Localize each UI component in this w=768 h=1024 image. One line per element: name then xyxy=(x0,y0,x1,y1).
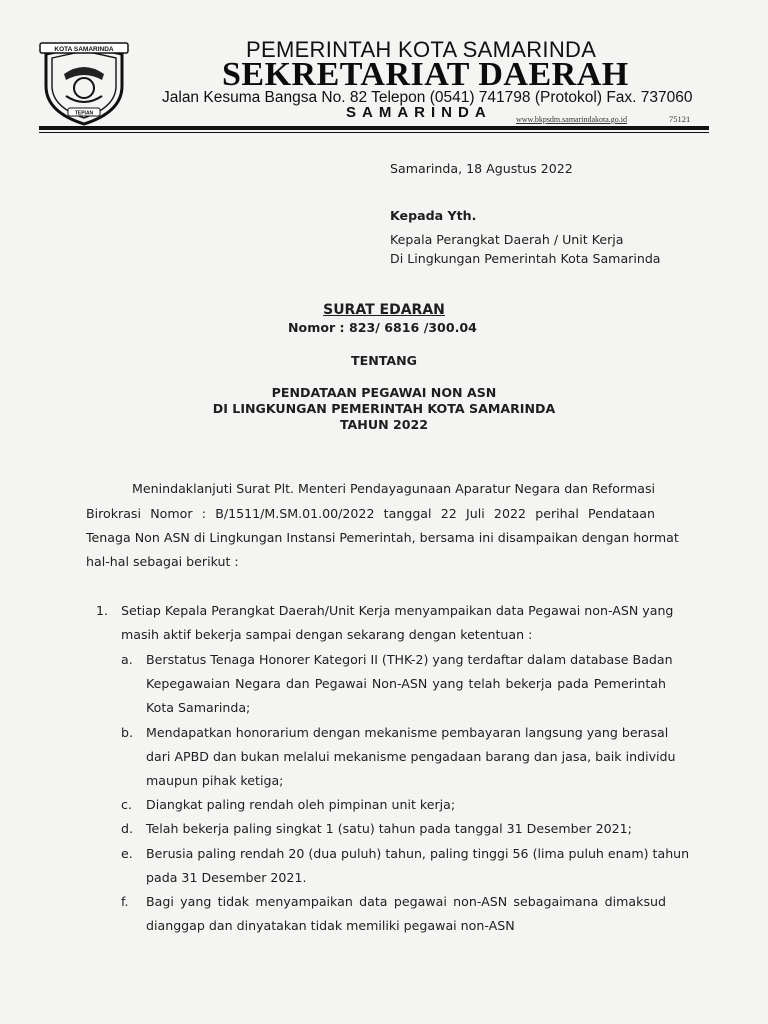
letterhead-address: Jalan Kesuma Bangsa No. 82 Telepon (0541) 741798 (Protokol) Fax. 737060 xyxy=(162,89,693,106)
letterhead-website: www.bkpsdm.samarindakota.go.id xyxy=(516,115,628,124)
letterhead-secretariat: SEKRETARIAT DAERAH xyxy=(222,56,629,93)
letterhead-government: PEMERINTAH KOTA SAMARINDA xyxy=(246,37,597,62)
subitem-c-line: Diangkat paling rendah oleh pimpinan unit kerja; xyxy=(146,797,456,812)
letterhead-city: SAMARINDA xyxy=(346,104,492,121)
subitem-marker-b: b. xyxy=(121,725,133,740)
subitem-b-line: Mendapatkan honorarium dengan mekanisme pembayaran langsung yang berasal xyxy=(146,725,669,740)
recipient-line-1: Kepala Perangkat Daerah / Unit Kerja xyxy=(390,232,624,247)
subitem-e-line: pada 31 Desember 2021. xyxy=(146,870,307,885)
intro-line: Birokrasi Nomor : B/1511/M.SM.01.00/2022 tanggal 22 Juli 2022 perihal Pendataan xyxy=(86,506,655,521)
subitem-b-line: maupun pihak ketiga; xyxy=(146,773,284,788)
emblem-bottom-text: TEPIAN xyxy=(74,110,94,117)
letterhead-divider-thin xyxy=(39,132,709,133)
letterhead-postal-code: 75121 xyxy=(669,114,691,124)
city-emblem-logo xyxy=(36,36,132,128)
point1-line: Setiap Kepala Perangkat Daerah/Unit Kerja menyampaikan data Pegawai non-ASN yang xyxy=(121,603,674,618)
subject-line-2: DI LINGKUNGAN PEMERINTAH KOTA SAMARINDA xyxy=(212,401,556,416)
document-about: TENTANG xyxy=(351,353,417,368)
intro-line: Tenaga Non ASN di Lingkungan Instansi Pemerintah, bersama ini disampaikan dengan hormat xyxy=(86,530,679,545)
list-marker: 1. xyxy=(96,603,109,618)
subitem-b-line: dari APBD dan bukan melalui mekanisme pengadaan barang dan jasa, baik individu xyxy=(146,749,676,764)
letterhead-divider-thick xyxy=(39,126,709,130)
subitem-d-line: Telah bekerja paling singkat 1 (satu) tahun pada tanggal 31 Desember 2021; xyxy=(146,821,632,836)
point1-line: masih aktif bekerja sampai dengan sekarang dengan ketentuan : xyxy=(121,627,533,642)
subitem-marker-e: e. xyxy=(121,846,133,861)
subitem-marker-f: f. xyxy=(121,894,129,909)
intro-line: hal-hal sebagai berikut : xyxy=(86,554,239,569)
subject-line-1: PENDATAAN PEGAWAI NON ASN xyxy=(271,385,497,400)
emblem-top-text: KOTA SAMARINDA xyxy=(54,46,114,53)
subitem-a-line: Kepegawaian Negara dan Pegawai Non-ASN yang telah bekerja pada Pemerintah xyxy=(146,676,666,691)
subitem-f-line: dianggap dan dinyatakan tidak memiliki pegawai non-ASN xyxy=(146,918,515,933)
subitem-a-line: Berstatus Tenaga Honorer Kategori II (THK-2) yang terdaftar dalam database Badan xyxy=(146,652,673,667)
document-heading: SURAT EDARAN xyxy=(323,302,445,318)
subitem-e-line: Berusia paling rendah 20 (dua puluh) tahun, paling tinggi 56 (lima puluh enam) tahun xyxy=(146,846,690,861)
subitem-marker-a: a. xyxy=(121,652,133,667)
recipient-line-2: Di Lingkungan Pemerintah Kota Samarinda xyxy=(390,251,661,266)
intro-line: Menindaklanjuti Surat Plt. Menteri Pendayagunaan Aparatur Negara dan Reformasi xyxy=(132,481,656,496)
document-number: Nomor : 823/ 6816 /300.04 xyxy=(288,320,477,335)
subitem-a-line: Kota Samarinda; xyxy=(146,700,251,715)
subitem-marker-d: d. xyxy=(121,821,133,836)
subitem-f-line: Bagi yang tidak menyampaikan data pegawai non-ASN sebagaimana dimaksud xyxy=(146,894,666,909)
subject-line-3: TAHUN 2022 xyxy=(339,417,429,432)
recipient-salutation: Kepada Yth. xyxy=(390,208,477,223)
subitem-marker-c: c. xyxy=(121,797,132,812)
date-line: Samarinda, 18 Agustus 2022 xyxy=(390,161,573,176)
